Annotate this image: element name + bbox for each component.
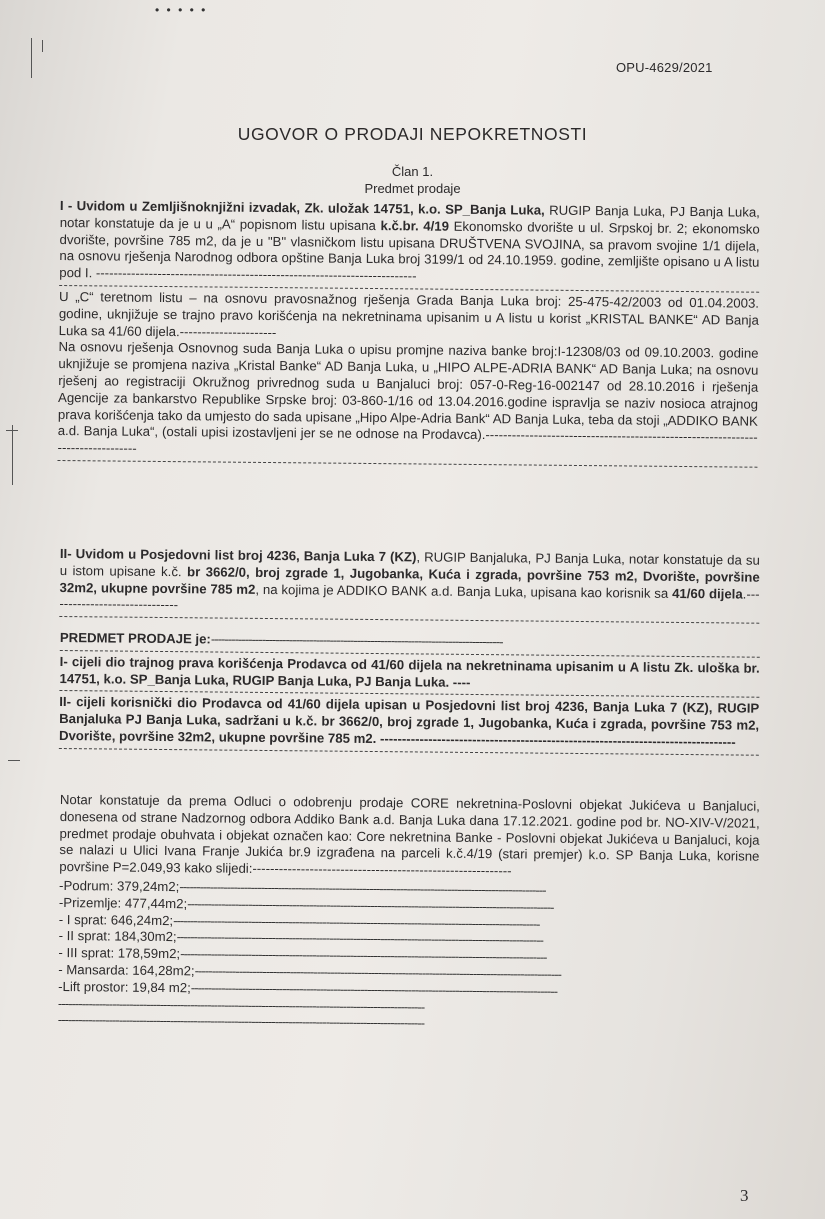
- floor-item: - I sprat: 646,24m2;------------------------------------------------------------------------------------------------------------: [58, 911, 540, 932]
- c-list-paragraph: U „C“ teretnom listu – na osnovu pravosnažnog rješenja Grada Banja Luka broj: 25-475-42/2003 od 01.04.2003. godine, uknjižuje se trajno pravo korišćenja na nekretninama upisanim u A listu u korist „KRISTAL BANKE“ AD Banja Luka sa 41/60 dijela.----------------------: [58, 288, 760, 340]
- section-1: [57, 198, 760, 471]
- margin-mark: [42, 40, 43, 52]
- floor-item: -Prizemlje: 477,44m2;------------------------------------------------------------------------------------------------------------: [58, 894, 554, 915]
- document-title: UGOVOR O PRODAJI NEPOKRETNOSTI: [237, 124, 588, 144]
- document-reference: OPU-4629/2021: [616, 60, 713, 75]
- notary-note: [58, 792, 760, 1036]
- page-number: 3: [740, 1186, 749, 1205]
- sale-subject-item-1: I- cijeli dio trajnog prava korišćenja Prodavca od 41/60 dijela na nekretninama upisanim u A listu Zk. uloška br. 14751, k.o. SP_Banja Luka, RUGIP Banja Luka, PJ Banja Luka. ----: [59, 653, 760, 690]
- sale-subject-heading: PREDMET PRODAJE je:: [59, 630, 211, 647]
- floor-list: [58, 878, 759, 1036]
- article-number: Član 1.: [391, 164, 434, 179]
- margin-mark: [8, 760, 20, 761]
- sale-subject: PREDMET PRODAJE je:-------------------------------------------------------------------------------------- I- cijeli dio trajnog prava korišćenja Prodavca od 41/60 dijela na nekretninama upisanim u A listu Zk. uloška br. 14751, k.o. SP_Banja Luka, RUGIP Banja Luka, PJ Banja Luka. ---- II- cijeli korisnički dio Prodavca od 41/60 dijela upisan u Posjedovni list broj 4236, Banja Luka 7 (KZ), RUGIP Banjaluka PJ Banja Luka, sadržani u k.č. br 3662/0, broj zgrade 1, Jugobanka, Kuća i zgrada, površine 753 m2, Dvorište, površine 32m2, ukupne površine 785 m2. ---------------------------------------------------------------------------------: [59, 630, 760, 758]
- margin-mark: [12, 425, 13, 485]
- floor-item: -Lift prostor: 19,84 m2;------------------------------------------------------------------------------------------------------------: [58, 978, 558, 999]
- floor-item: -Podrum: 379,24m2;------------------------------------------------------------------------------------------------------------: [59, 877, 546, 898]
- article-subject: Predmet prodaje: [364, 181, 461, 196]
- section-2: [59, 546, 760, 627]
- rename-paragraph: Na osnovu rješenja Osnovnog suda Banja Luka o upisu promjne naziva banke broj:I-12308/03 od 09.10.2003. godine uknjižuje se promjena naziva „Kristal Banke“ AD Banja Luka, u „HIPO ALPE-ADRIA BANK“ AD Banja Luka; na osnovu rješenj ao registraciji Okružnog privrednog suda u Banjaluci broj: 057-0-Reg-16-002147 od 28.10.2016 i rješenja Agencije za bankarstvo Republike Srpske broj: 03-860-1/16 od 13.04.2016.godine ispravlja se naziv nosioca atrajnog prava korišćenja tako da umjesto do sada upisane „Hipo Alpe-Adria Bank“ AD Banja Luka, teba da stoji „ADDIKO BANK a.d. Banja Luka“, (ostali upisi izostavljeni jer se ne odnose na Prodavca).--------------------------------------------------------------------------------: [57, 339, 759, 456]
- notary-note-paragraph: Notar konstatuje da prema Odluci o odobrenju prodaje CORE nekretnina-Poslovni objekat Jukićeva u Banjaluci, donesena od strane Nadzornog odbora Addiko Bank a.d. Banja Luka dana 17.12.2021. godine pod br. NO-XIV-V/2021, predmet prodaje obuhvata i objekat označen kao: Core nekretnina Banke - Poslovni objekat Jukićeva u Banjaluci, koja se nalazi u Ulici Ivana Franje Jukića br.9 izgrađena na parceli k.č.4/19 (stari premjer) k.o. SP Banja Luka, korisne površine P=2.049,93 kako slijedi:-----------------------------------------------------------: [59, 792, 760, 879]
- section-2-paragraph: II- Uvidom u Posjedovni list broj 4236, Banja Luka 7 (KZ), RUGIP Banjaluka, PJ Banja Luka, notar konstatuje da su u istom upisane k.č. br 3662/0, broj zgrade 1, Jugobanka, Kuća i zgrada, površine 753 m2, Dvorište, površine 32m2, ukupne površine 785 m2, na kojima je ADDIKO BANK a.d. Banja Luka, upisana kao korisnik sa 41/60 dijela.------------------------------: [59, 546, 760, 613]
- top-edge-marks: • • • • •: [155, 3, 208, 17]
- margin-mark: [31, 38, 32, 78]
- floor-item: - Mansarda: 164,28m2;------------------------------------------------------------------------------------------------------------: [58, 961, 562, 982]
- floor-item: - II sprat: 184,30m2;------------------------------------------------------------------------------------------------------------: [58, 928, 543, 949]
- floor-item: - III sprat: 178,59m2;------------------------------------------------------------------------------------------------------------: [58, 945, 547, 965]
- blank-fill-line: ------------------------------------------------------------------------------------------------------------: [57, 1012, 425, 1031]
- sale-subject-item-2: II- cijeli korisnički dio Prodavca od 41/60 dijela upisan u Posjedovni list broj 4236, Banja Luka 7 (KZ), RUGIP Banjaluka PJ Banja Luka, sadržani u k.č. br 3662/0, broj zgrade 1, Jugobanka, Kuća i zgrada, površine 753 m2, Dvorište, površine 32m2, ukupne površine 785 m2. ---------------------------------------------------------------------------------: [58, 694, 760, 750]
- section-1-lead: I - Uvidom u Zemljišnoknjižni izvadak, Zk. uložak 14751, k.o. SP_Banja Luka,: [59, 198, 545, 218]
- blank-fill-line: ------------------------------------------------------------------------------------------------------------: [57, 995, 425, 1015]
- section-1-paragraph: I - Uvidom u Zemljišnoknjižni izvadak, Zk. uložak 14751, k.o. SP_Banja Luka, RUGIP Banja Luka, PJ Banja Luka, notar konstatuje da je u u „A“ popisnom listu upisana k.č.br. 4/19 Ekonomsko dvorište u ul. Srpskoj br. 2; ekonomsko dvorište, površine 785 m2, da je u "B" vlasničkom listu upisana DRUŠTVENA SVOJINA, sa pravom svojine 1/1 dijela, na osnovu rješenja Narodnog odbora opštine Banja Luka broj 3199/1 od 24.10.1959. godine, zemljište opisano u A listu pod I. -------------------------------------------------------------------------: [59, 198, 760, 284]
- section-2-lead: II- Uvidom u Posjedovni list broj 4236, Banja Luka 7 (KZ): [59, 546, 417, 565]
